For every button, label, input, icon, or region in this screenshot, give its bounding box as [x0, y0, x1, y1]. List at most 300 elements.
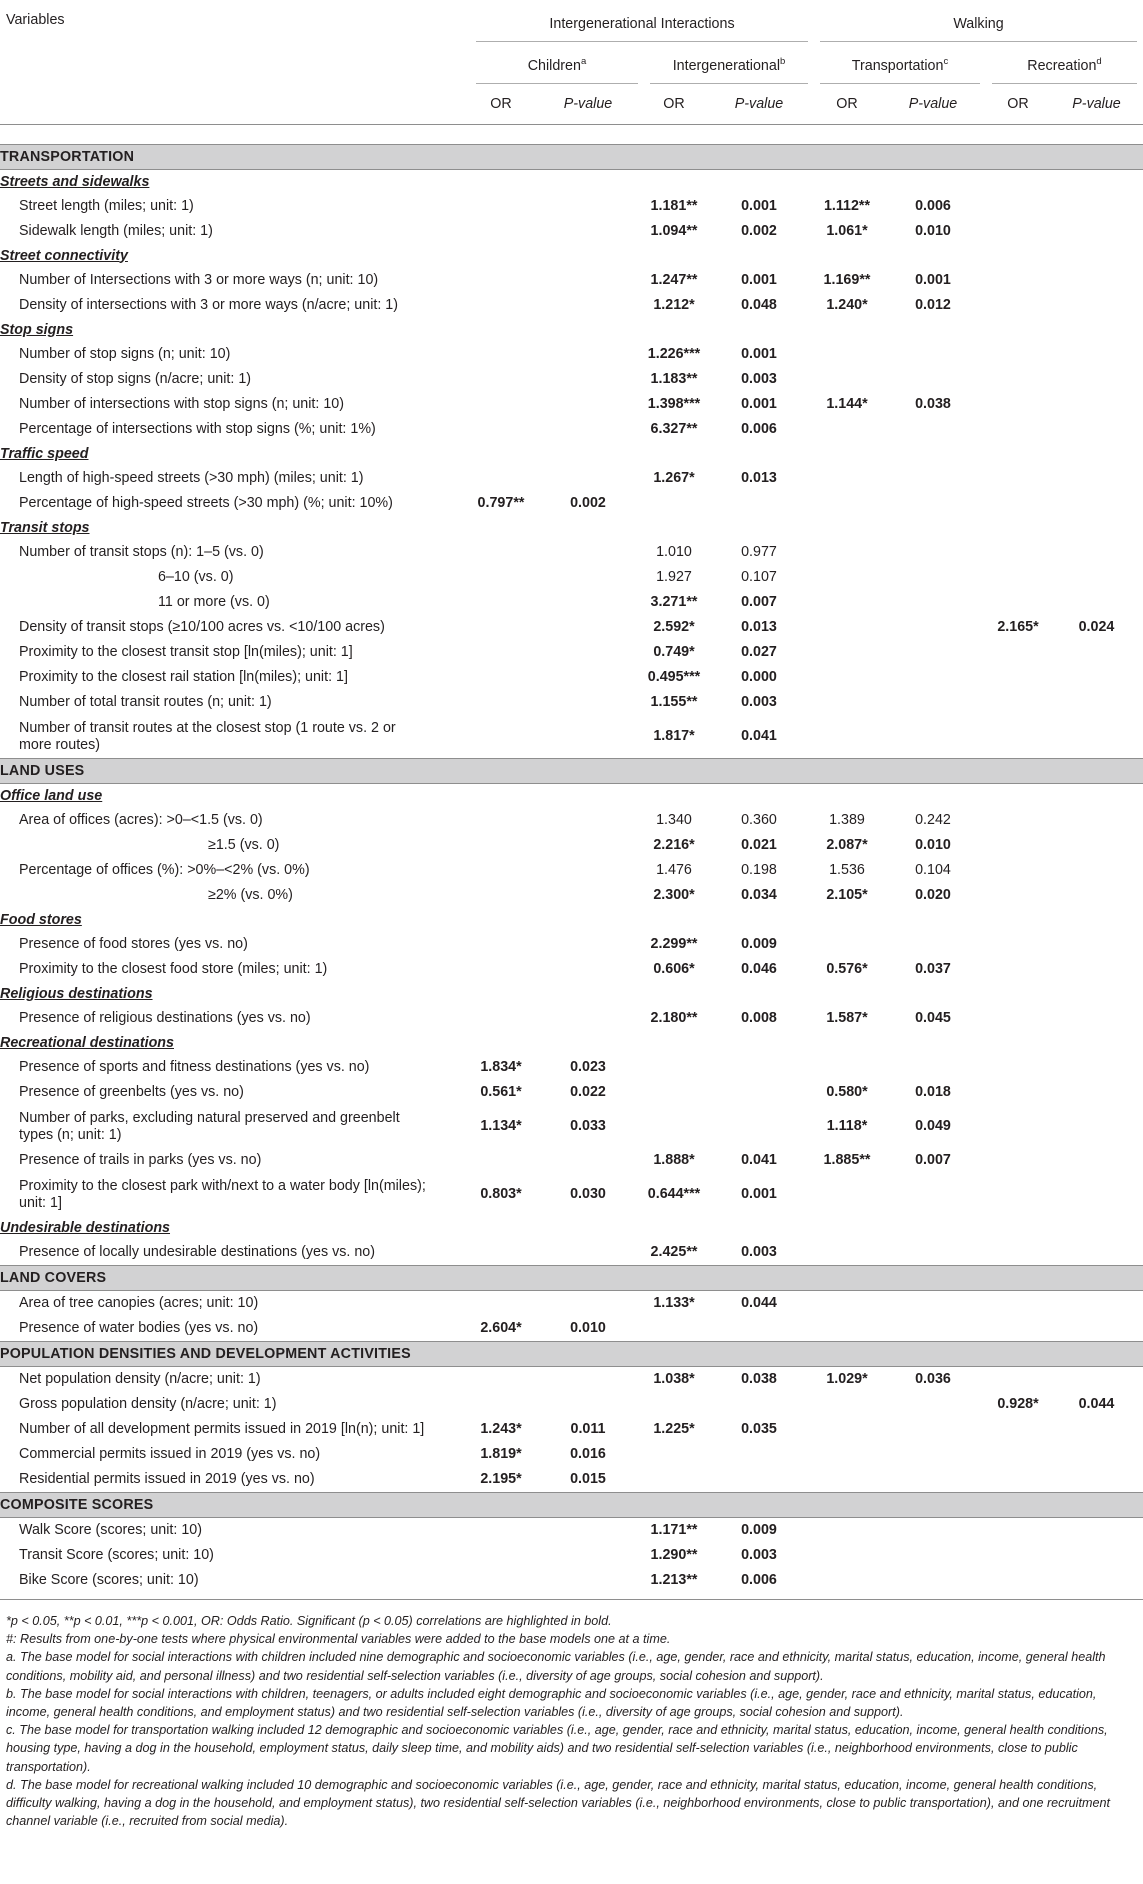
children-p	[532, 1006, 644, 1031]
intergen-p: 0.002	[741, 223, 777, 239]
transportation-or: 0.576*	[826, 961, 868, 977]
transportation-p	[880, 932, 986, 957]
row-label: Proximity to the closest transit stop [ln(miles); unit: 1]	[19, 644, 353, 660]
intergen-p: 0.007	[741, 594, 777, 610]
table-row	[0, 1105, 1143, 1148]
recreation-or	[986, 466, 1050, 491]
intergen-p: 0.038	[741, 1371, 777, 1387]
row-label: Area of tree canopies (acres; unit: 10)	[19, 1295, 259, 1311]
intergen-p	[704, 1080, 814, 1105]
intergen-p: 0.008	[741, 1010, 777, 1026]
row-label: Number of parks, excluding natural preserved and greenbelt types (n; unit: 1)	[19, 1109, 400, 1143]
intergen-p: 0.198	[741, 862, 777, 878]
children-or: 2.604*	[480, 1320, 522, 1336]
intergen-p: 0.013	[741, 470, 777, 486]
transportation-or	[814, 1173, 880, 1216]
group-header-walking-label: Walking	[820, 6, 1137, 42]
intergen-or	[644, 1442, 704, 1467]
children-p	[532, 367, 644, 392]
row-label: Number of Intersections with 3 or more ways (n; unit: 10)	[19, 272, 379, 288]
recreation-or	[986, 833, 1050, 858]
children-or	[470, 1568, 532, 1593]
transportation-p: 0.018	[915, 1084, 951, 1100]
transportation-or: 1.112**	[823, 198, 871, 214]
transportation-or: 1.536	[829, 862, 865, 878]
children-or	[470, 1367, 532, 1393]
children-or	[470, 715, 532, 759]
children-p	[532, 1367, 644, 1393]
note-b: b. The base model for social interactions with children, teenagers, or adults included eight demographic and socioeconomic variables (i.e., age, gender, race and ethnicity, marital status, education, income, general health conditions, and employment status) and two residential self-selection variables (i.e., diversity of age groups, social cohesion and support).	[6, 1686, 1097, 1720]
recreation-p	[1050, 1518, 1143, 1544]
subsection-row	[0, 170, 1143, 195]
subsection-row	[0, 516, 1143, 540]
recreation-or	[986, 1417, 1050, 1442]
intergen-or: 1.267*	[653, 470, 695, 486]
transportation-p: 0.007	[915, 1152, 951, 1168]
transportation-or	[814, 1055, 880, 1080]
transportation-p: 0.006	[915, 198, 951, 214]
transportation-or: 1.118*	[826, 1118, 868, 1134]
transportation-or	[814, 417, 880, 442]
children-p	[532, 808, 644, 833]
intergen-or: 1.247**	[650, 272, 698, 288]
children-or	[470, 219, 532, 244]
recreation-p	[1050, 1055, 1143, 1080]
recreation-or	[986, 1080, 1050, 1105]
recreation-p	[1050, 1173, 1143, 1216]
children-p: 0.015	[570, 1471, 606, 1487]
children-p	[532, 540, 644, 565]
recreation-p	[1050, 883, 1143, 908]
recreation-or	[986, 1568, 1050, 1593]
recreation-p	[1050, 491, 1143, 516]
recreation-p	[1050, 957, 1143, 982]
children-or	[470, 665, 532, 690]
children-p	[532, 1392, 644, 1417]
table-row	[0, 1291, 1143, 1317]
transportation-p	[880, 417, 986, 442]
intergen-p	[704, 1055, 814, 1080]
children-or	[470, 565, 532, 590]
recreation-or	[986, 1467, 1050, 1493]
recreation-or	[986, 293, 1050, 318]
section-row	[0, 145, 1143, 170]
subsection-title: Traffic speed	[0, 445, 89, 462]
subsection-row	[0, 442, 1143, 466]
group-header-intergenerational-label: Intergenerational Interactions	[476, 6, 808, 42]
table-row	[0, 1417, 1143, 1442]
row-label: ≥1.5 (vs. 0)	[208, 837, 280, 853]
children-or	[470, 392, 532, 417]
row-label: Density of transit stops (≥10/100 acres vs. <10/100 acres)	[19, 619, 385, 635]
table-row	[0, 932, 1143, 957]
subsection-title: Food stores	[0, 911, 82, 928]
subheader-transportation	[814, 48, 986, 84]
intergen-or: 2.425**	[650, 1244, 698, 1260]
recreation-p	[1050, 540, 1143, 565]
subheader-children-label: Children	[527, 57, 581, 74]
table-row	[0, 367, 1143, 392]
children-or	[470, 640, 532, 665]
table-row	[0, 540, 1143, 565]
children-p: 0.022	[570, 1084, 606, 1100]
table-row	[0, 1392, 1143, 1417]
note-hash: #: Results from one-by-one tests where physical environmental variables were added to the base models one at a time.	[6, 1632, 671, 1647]
table-row	[0, 715, 1143, 759]
transportation-or	[814, 665, 880, 690]
row-label: Sidewalk length (miles; unit: 1)	[19, 223, 213, 239]
intergen-p: 0.003	[741, 1244, 777, 1260]
table-row	[0, 565, 1143, 590]
section-row	[0, 1342, 1143, 1367]
col-or-children: OR	[490, 95, 512, 112]
recreation-or	[986, 690, 1050, 715]
children-or: 1.819*	[480, 1446, 522, 1462]
children-p	[532, 833, 644, 858]
children-p	[532, 883, 644, 908]
intergen-p: 0.001	[741, 198, 777, 214]
intergen-p	[704, 1442, 814, 1467]
intergen-or: 3.271**	[650, 594, 698, 610]
children-p	[532, 417, 644, 442]
table-row	[0, 1080, 1143, 1105]
children-or: 0.561*	[480, 1084, 522, 1100]
recreation-or	[986, 1518, 1050, 1544]
children-or	[470, 883, 532, 908]
children-p	[532, 665, 644, 690]
recreation-or	[986, 1173, 1050, 1216]
children-p: 0.023	[570, 1059, 606, 1075]
note-d: d. The base model for recreational walking included 10 demographic and socioeconomic variables (i.e., age, gender, race and ethnicity, marital status, education, income, general health conditions, difficulty walking, having a dog in the household, and employment status), two residential self-selection variables (i.e., neighborhood environments, close to public transportation), and one recruitment channel variable (i.e., recruited from social media).	[6, 1777, 1110, 1829]
row-label: Number of all development permits issued in 2019 [ln(n); unit: 1]	[19, 1421, 425, 1437]
table-row	[0, 466, 1143, 491]
children-or	[470, 367, 532, 392]
transportation-or	[814, 1417, 880, 1442]
children-or	[470, 194, 532, 219]
row-label: Presence of sports and fitness destinations (yes vs. no)	[19, 1059, 370, 1075]
recreation-p	[1050, 293, 1143, 318]
subsection-row	[0, 784, 1143, 809]
intergen-or: 0.606*	[653, 961, 695, 977]
transportation-p: 0.049	[915, 1118, 951, 1134]
children-p	[532, 268, 644, 293]
recreation-or	[986, 1367, 1050, 1393]
intergen-p	[704, 1316, 814, 1342]
intergen-or: 1.038*	[653, 1371, 695, 1387]
children-p	[532, 219, 644, 244]
transportation-or	[814, 1467, 880, 1493]
children-p	[532, 293, 644, 318]
recreation-p	[1050, 590, 1143, 615]
row-label: Number of total transit routes (n; unit: 1)	[19, 694, 272, 710]
row-label: Presence of food stores (yes vs. no)	[19, 936, 248, 952]
intergen-or	[644, 1467, 704, 1493]
transportation-p	[880, 665, 986, 690]
intergen-p: 0.003	[741, 694, 777, 710]
children-or	[470, 466, 532, 491]
children-p	[532, 615, 644, 640]
table-row	[0, 690, 1143, 715]
transportation-or: 1.061*	[826, 223, 868, 239]
intergen-or: 1.888*	[653, 1152, 695, 1168]
section-row	[0, 1266, 1143, 1291]
transportation-p	[880, 690, 986, 715]
children-p	[532, 466, 644, 491]
row-label: Presence of water bodies (yes vs. no)	[19, 1320, 259, 1336]
col-or-intergen: OR	[663, 95, 685, 112]
recreation-or	[986, 540, 1050, 565]
recreation-or	[986, 932, 1050, 957]
children-p	[532, 590, 644, 615]
recreation-p	[1050, 932, 1143, 957]
transportation-p	[880, 367, 986, 392]
recreation-or	[986, 1148, 1050, 1173]
transportation-or	[814, 590, 880, 615]
recreation-p	[1050, 367, 1143, 392]
intergen-or	[644, 1080, 704, 1105]
recreation-or	[986, 367, 1050, 392]
recreation-or	[986, 808, 1050, 833]
row-label: Gross population density (n/acre; unit: 1)	[19, 1396, 277, 1412]
children-p	[532, 1240, 644, 1266]
recreation-or	[986, 590, 1050, 615]
children-or	[470, 417, 532, 442]
children-p: 0.016	[570, 1446, 606, 1462]
transportation-or	[814, 1442, 880, 1467]
recreation-or	[986, 342, 1050, 367]
table-row	[0, 194, 1143, 219]
transportation-p	[880, 1543, 986, 1568]
recreation-or	[986, 268, 1050, 293]
recreation-p	[1050, 665, 1143, 690]
recreation-p	[1050, 1417, 1143, 1442]
intergen-or: 0.644***	[647, 1186, 701, 1202]
children-p	[532, 1543, 644, 1568]
transportation-or: 0.580*	[826, 1084, 868, 1100]
table-row	[0, 417, 1143, 442]
intergen-or: 2.299**	[650, 936, 698, 952]
children-or	[470, 690, 532, 715]
children-or	[470, 1006, 532, 1031]
subsection-title: Undesirable destinations	[0, 1219, 171, 1236]
recreation-p	[1050, 219, 1143, 244]
transportation-p	[880, 1417, 986, 1442]
intergen-or: 1.133*	[653, 1295, 695, 1311]
subsection-title: Street connectivity	[0, 247, 128, 264]
intergen-or: 2.592*	[653, 619, 695, 635]
children-p	[532, 1568, 644, 1593]
transportation-or	[814, 367, 880, 392]
row-label: Street length (miles; unit: 1)	[19, 198, 194, 214]
children-p	[532, 690, 644, 715]
intergen-or	[644, 1055, 704, 1080]
children-p: 0.011	[570, 1421, 606, 1437]
transportation-or: 2.087*	[826, 837, 868, 853]
recreation-or: 0.928*	[997, 1396, 1039, 1412]
intergen-p: 0.006	[741, 1572, 777, 1588]
row-label: Area of offices (acres): >0–<1.5 (vs. 0)	[19, 812, 263, 828]
transportation-p: 0.020	[915, 887, 951, 903]
table-row	[0, 342, 1143, 367]
children-or: 0.803*	[480, 1186, 522, 1202]
table-row	[0, 665, 1143, 690]
table-row	[0, 590, 1143, 615]
children-or: 1.834*	[480, 1059, 522, 1075]
table-row	[0, 268, 1143, 293]
children-p	[532, 1148, 644, 1173]
row-label: Number of transit stops (n): 1–5 (vs. 0)	[19, 544, 264, 560]
children-p	[532, 715, 644, 759]
subheader-recreation-label: Recreation	[1027, 57, 1097, 74]
subsection-title: Recreational destinations	[0, 1034, 174, 1051]
recreation-p	[1050, 690, 1143, 715]
note-a: a. The base model for social interactions with children included nine demographic and socioeconomic variables (i.e., age, gender, race and ethnicity, marital status, education, income, general health conditions, mobility aid, and personal illness) and two residential self-selection variables (i.e., diversity of age groups, social cohesion and support).	[6, 1650, 1106, 1683]
intergen-or: 1.212*	[653, 297, 695, 313]
intergen-p: 0.001	[741, 272, 777, 288]
children-p	[532, 957, 644, 982]
row-label: Length of high-speed streets (>30 mph) (miles; unit: 1)	[19, 470, 364, 486]
recreation-p	[1050, 833, 1143, 858]
transportation-or	[814, 640, 880, 665]
intergen-p: 0.107	[741, 569, 777, 585]
children-or	[470, 1240, 532, 1266]
children-or: 1.243*	[480, 1421, 522, 1437]
children-or: 1.134*	[480, 1118, 522, 1134]
table-row	[0, 1442, 1143, 1467]
children-p	[532, 932, 644, 957]
col-or-transportation: OR	[836, 95, 858, 112]
recreation-p	[1050, 1080, 1143, 1105]
intergen-p: 0.009	[741, 936, 777, 952]
recreation-or	[986, 194, 1050, 219]
children-p: 0.030	[570, 1186, 606, 1202]
table-row	[0, 1367, 1143, 1393]
intergen-p: 0.001	[741, 1186, 777, 1202]
transportation-or	[814, 466, 880, 491]
footnote-marker-a: a	[580, 55, 587, 67]
recreation-or	[986, 1240, 1050, 1266]
intergen-or: 1.340	[656, 812, 692, 828]
group-header-intergenerational	[470, 0, 814, 48]
transportation-or	[814, 1392, 880, 1417]
intergen-p: 0.027	[741, 644, 777, 660]
transportation-or: 1.169**	[823, 272, 871, 288]
table-row	[0, 808, 1143, 833]
transportation-or: 1.587*	[826, 1010, 868, 1026]
transportation-or	[814, 1316, 880, 1342]
children-or	[470, 957, 532, 982]
intergen-or: 0.495***	[647, 669, 701, 685]
recreation-or	[986, 565, 1050, 590]
children-or: 0.797**	[477, 495, 525, 511]
subsection-row	[0, 318, 1143, 342]
recreation-p	[1050, 1367, 1143, 1393]
transportation-p	[880, 1442, 986, 1467]
transportation-or	[814, 540, 880, 565]
row-label: Residential permits issued in 2019 (yes vs. no)	[19, 1471, 315, 1487]
col-p-transportation: P-value	[908, 95, 958, 112]
transportation-or	[814, 1568, 880, 1593]
intergen-p: 0.034	[741, 887, 777, 903]
transportation-or	[814, 1543, 880, 1568]
recreation-or	[986, 957, 1050, 982]
table-row	[0, 491, 1143, 516]
recreation-or	[986, 1055, 1050, 1080]
subsection-row	[0, 982, 1143, 1006]
intergen-or: 1.927	[656, 569, 692, 585]
children-or	[470, 1543, 532, 1568]
recreation-p	[1050, 715, 1143, 759]
row-label: 11 or more (vs. 0)	[158, 594, 270, 610]
table-row	[0, 293, 1143, 318]
section-row	[0, 759, 1143, 784]
children-or	[470, 1148, 532, 1173]
transportation-p: 0.037	[915, 961, 951, 977]
row-label: Bike Score (scores; unit: 10)	[19, 1572, 199, 1588]
recreation-p	[1050, 808, 1143, 833]
table-notes	[6, 1612, 1136, 1830]
intergen-p: 0.001	[741, 396, 777, 412]
children-p	[532, 565, 644, 590]
transportation-or: 1.389	[829, 812, 865, 828]
row-label: Net population density (n/acre; unit: 1)	[19, 1371, 261, 1387]
transportation-p: 0.012	[915, 297, 951, 313]
subsection-title: Office land use	[0, 787, 103, 804]
table-row	[0, 1467, 1143, 1493]
intergen-p: 0.360	[741, 812, 777, 828]
intergen-or: 1.226***	[647, 346, 701, 362]
children-or	[470, 268, 532, 293]
transportation-p	[880, 540, 986, 565]
table-row	[0, 957, 1143, 982]
transportation-or: 1.885**	[823, 1152, 871, 1168]
intergen-or	[644, 1316, 704, 1342]
transportation-or	[814, 1518, 880, 1544]
intergen-p: 0.003	[741, 1547, 777, 1563]
transportation-or	[814, 715, 880, 759]
subsection-title: Stop signs	[0, 321, 74, 338]
transportation-p	[880, 1467, 986, 1493]
recreation-p	[1050, 417, 1143, 442]
table-row	[0, 883, 1143, 908]
children-or	[470, 590, 532, 615]
row-label: Commercial permits issued in 2019 (yes vs. no)	[19, 1446, 321, 1462]
intergen-or: 1.290**	[650, 1547, 698, 1563]
transportation-p: 0.010	[915, 223, 951, 239]
table-row	[0, 1240, 1143, 1266]
subheader-recreation	[986, 48, 1143, 84]
intergen-or: 1.213**	[650, 1572, 698, 1588]
transportation-p	[880, 615, 986, 640]
intergen-or: 1.183**	[650, 371, 698, 387]
row-label: Presence of trails in parks (yes vs. no)	[19, 1152, 262, 1168]
subheader-children	[470, 48, 644, 84]
children-p	[532, 342, 644, 367]
transportation-p: 0.010	[915, 837, 951, 853]
recreation-or	[986, 883, 1050, 908]
transportation-or	[814, 1240, 880, 1266]
intergen-p: 0.000	[741, 669, 777, 685]
intergen-or: 2.216*	[653, 837, 695, 853]
section-title: LAND COVERS	[0, 1266, 1143, 1291]
row-label: Presence of locally undesirable destinations (yes vs. no)	[19, 1244, 376, 1260]
recreation-or	[986, 1006, 1050, 1031]
intergen-or	[644, 1392, 704, 1417]
transportation-p: 0.038	[915, 396, 951, 412]
recreation-or	[986, 858, 1050, 883]
transportation-p	[880, 715, 986, 759]
recreation-or	[986, 1291, 1050, 1317]
